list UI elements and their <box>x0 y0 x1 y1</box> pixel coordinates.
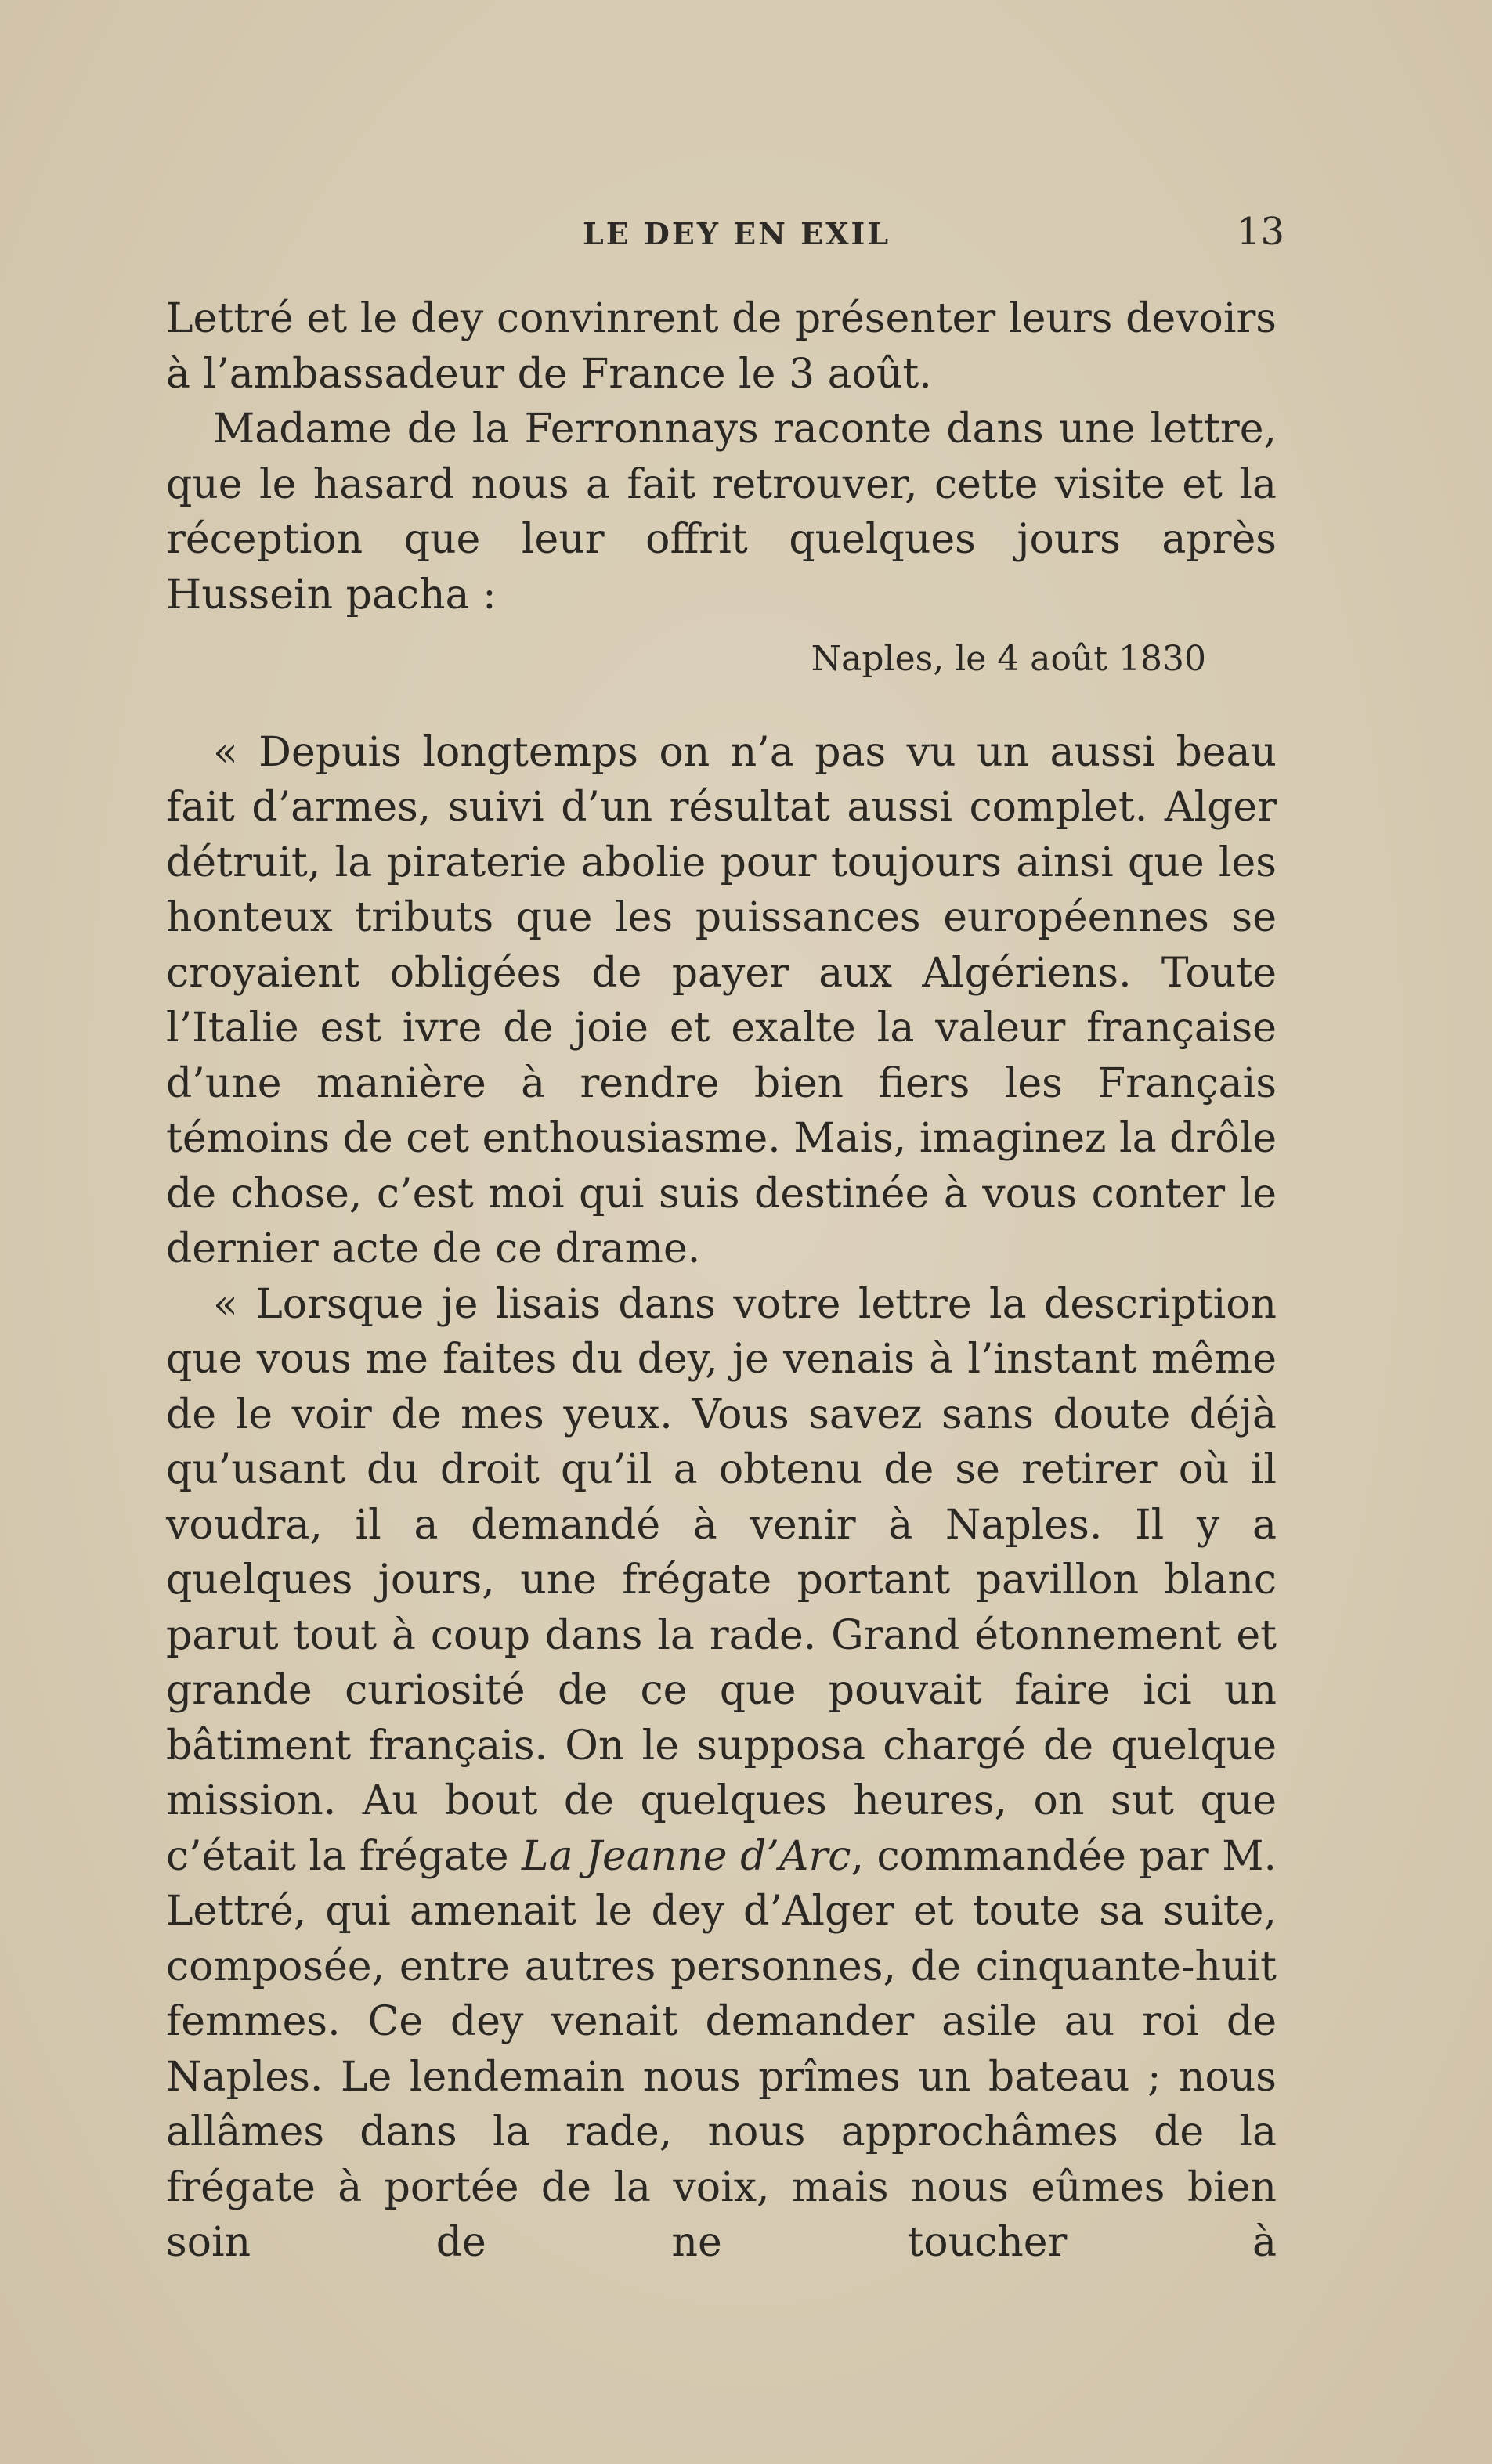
paragraph-4 <box>166 1277 1277 2271</box>
running-head <box>164 210 1284 257</box>
page-number: 13 <box>1236 210 1284 254</box>
paragraph-3: « Depuis longtemps on n’a pas vu un aussi beau fait d’armes, suivi d’un résultat aussi complet. Alger détruit, la piraterie abolie pour toujours ainsi que les honteux tributs que les puissances européennes se croyaient obligées de payer aux Algériens. Toute l’Italie est ivre de joie et exalte la valeur française d’une manière à rendre bien fiers les Français témoins de cet enthousiasme. Mais, imaginez la drôle de chose, c’est moi qui suis destinée à vous conter le dernier acte de ce drame. <box>166 728 1277 1272</box>
ship-name: La Jeanne d’Arc <box>522 1832 851 1880</box>
paragraph-4-text-end: , commandée par M. Lettré, qui amenait le dey d’Alger et toute sa suite, composée, entre autres personnes, de cinquante-huit femmes. Ce dey venait demander asile au roi de Naples. Le lendemain nous prîmes un bateau ; nous allâmes dans la rade, nous approchâmes de la frégate à portée de la voix, mais nous eûmes bien soin de ne toucher à <box>166 1832 1277 2266</box>
body-text <box>166 291 1277 2271</box>
letter-dateline: Naples, le 4 août 1830 <box>811 639 1206 679</box>
paragraph-1: Lettré et le dey convinrent de présenter leurs devoirs à l’ambassadeur de France le 3 août. <box>166 295 1277 398</box>
running-head-title: LE DEY EN EXIL <box>583 216 891 251</box>
paragraph-4-text-start: « Lorsque je lisais dans votre lettre la description que vous me faites du dey, je venais à l’instant même de le voir de mes yeux. Vous savez sans doute déjà qu’usant du droit qu’il a obtenu de se retirer où il voudra, il a demandé à venir à Naples. Il y a quelques jours, une frégate portant pavillon blanc parut tout à coup dans la rade. Grand étonnement et grande curiosité de ce que pouvait faire ici un bâtiment français. On le supposa chargé de quelque mission. Au bout de quelques heures, on sut que c’était la frégate <box>166 1280 1277 1880</box>
paragraph-2: Madame de la Ferronnays raconte dans une lettre, que le hasard nous a fait retrouver, cette visite et la réception que leur offrit quelques jours après Hussein pacha : <box>166 406 1277 619</box>
